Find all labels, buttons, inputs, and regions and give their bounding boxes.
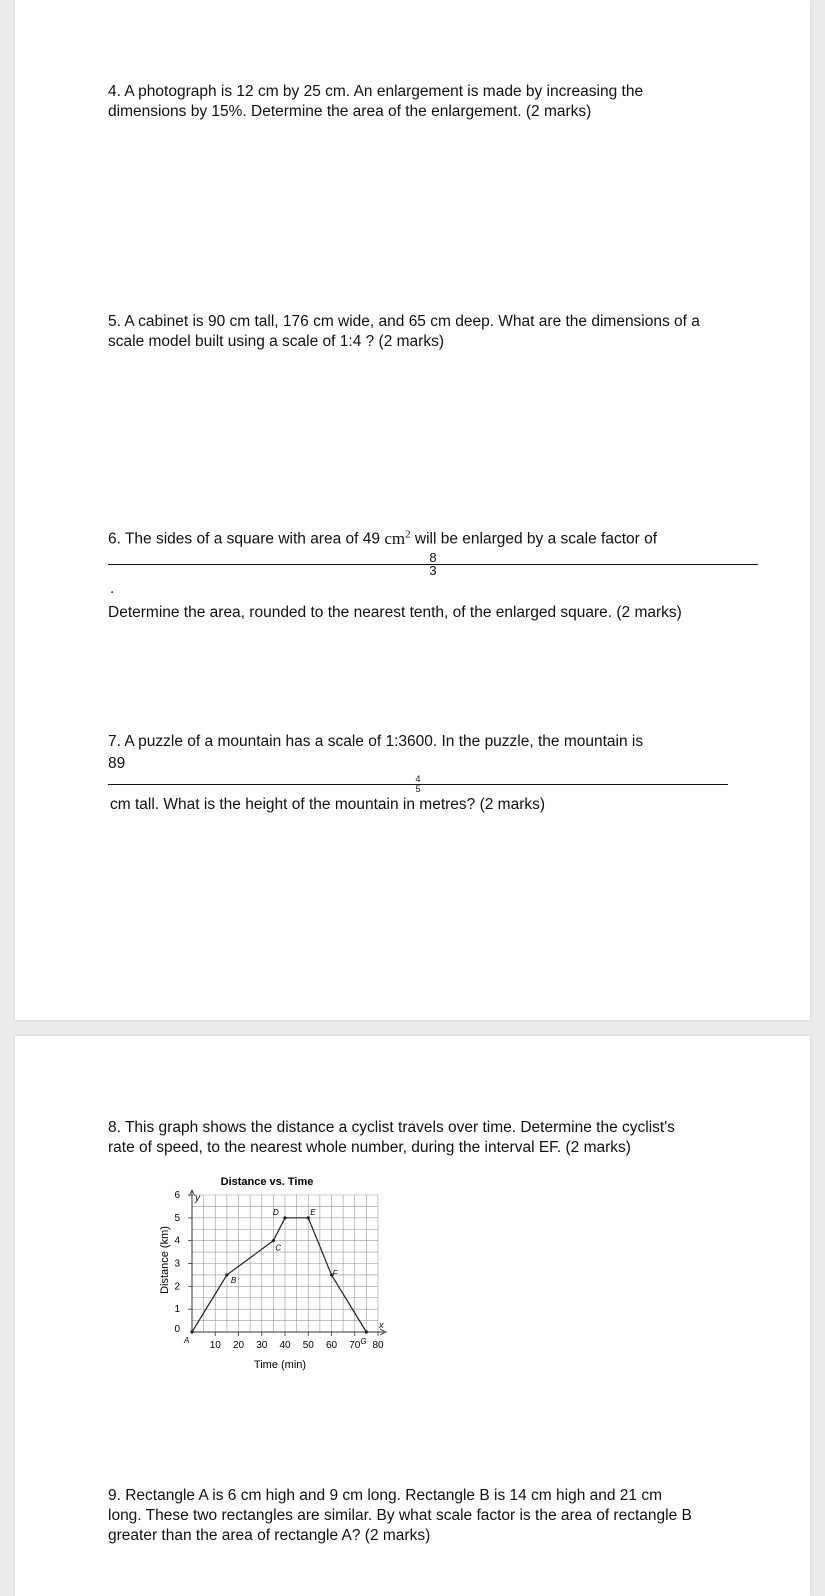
point-label-B: B bbox=[230, 1275, 237, 1285]
question-8-line-1: 8. This graph shows the distance a cyclist travels over time. Determine the cyclist's bbox=[108, 1119, 675, 1136]
worksheet-page-1 bbox=[15, 0, 810, 1020]
question-9-line-2: long. These two rectangles are similar. By what scale factor is the area of rectangle B bbox=[108, 1507, 692, 1524]
point-D bbox=[283, 1216, 286, 1219]
question-7-mixed-number: 89 4 5 bbox=[108, 755, 728, 813]
point-B bbox=[225, 1273, 228, 1276]
chart-grid bbox=[189, 1190, 386, 1335]
chart-title: Distance vs. Time bbox=[220, 1176, 314, 1188]
question-5-line-1: 5. A cabinet is 90 cm tall, 176 cm wide, and 65 cm deep. What are the dimensions of a bbox=[108, 313, 700, 330]
y-tick-label: 5 bbox=[174, 1212, 180, 1224]
question-6-line-2: Determine the area, rounded to the nearest tenth, of the enlarged square. (2 marks) bbox=[108, 603, 682, 621]
question-6-line-1a: 6. The sides of a square with area of 49 bbox=[108, 530, 380, 548]
y-tick-label: 6 bbox=[174, 1190, 180, 1201]
series-segment-AB bbox=[192, 1275, 227, 1332]
point-label-C: C bbox=[275, 1243, 282, 1253]
question-6-scale-factor: 8 3 bbox=[108, 552, 758, 577]
worksheet-page-2 bbox=[15, 1036, 810, 1596]
question-9-line-3: greater than the area of rectangle A? (2 marks) bbox=[108, 1527, 431, 1544]
question-4-line-1: 4. A photograph is 12 cm by 25 cm. An enlargement is made by increasing the bbox=[108, 83, 644, 100]
question-6-unit-exponent: 2 bbox=[405, 528, 411, 540]
question-6-line-1b: will be enlarged by a scale factor of bbox=[414, 530, 658, 548]
chart-ticks bbox=[174, 1190, 384, 1351]
y-tick-label: 3 bbox=[174, 1258, 180, 1270]
x-tick-label: 10 bbox=[209, 1340, 221, 1351]
question-7 bbox=[108, 731, 728, 816]
question-4 bbox=[108, 82, 728, 122]
question-7-line-2: cm tall. What is the height of the mountain in metres? (2 marks) bbox=[110, 796, 546, 814]
question-5-line-2: scale model built using a scale of 1:4 ? (2 marks) bbox=[108, 333, 444, 350]
question-5 bbox=[108, 312, 748, 352]
distance-time-chart bbox=[142, 1172, 392, 1372]
x-tick-label: 30 bbox=[256, 1340, 268, 1351]
y-tick-label: 1 bbox=[174, 1304, 180, 1316]
x-tick-label: 80 bbox=[372, 1340, 384, 1351]
point-label-F: F bbox=[332, 1268, 338, 1278]
y-tick-label: 2 bbox=[174, 1281, 180, 1293]
point-label-A: A bbox=[184, 1336, 190, 1345]
question-8-line-2: rate of speed, to the nearest whole number, during the interval EF. (2 marks) bbox=[108, 1139, 631, 1156]
question-4-line-2: dimensions by 15%. Determine the area of the enlargement. (2 marks) bbox=[108, 103, 592, 120]
x-axis-letter: x bbox=[379, 1320, 384, 1330]
question-9 bbox=[108, 1486, 748, 1546]
question-7-line-1: 7. A puzzle of a mountain has a scale of 1:3600. In the puzzle, the mountain is bbox=[108, 733, 644, 750]
point-G bbox=[365, 1330, 368, 1333]
series-segment-FG bbox=[332, 1275, 367, 1332]
x-tick-label: 20 bbox=[232, 1340, 245, 1351]
chart-x-axis-label: Time (min) bbox=[253, 1359, 307, 1371]
y-axis-letter: y bbox=[195, 1193, 200, 1204]
question-8 bbox=[108, 1118, 728, 1158]
x-tick-label: 40 bbox=[279, 1340, 291, 1351]
x-tick-label: 70 bbox=[349, 1340, 361, 1351]
point-label-D: D bbox=[273, 1207, 279, 1217]
chart-y-axis-label: Distance (km) bbox=[159, 1226, 171, 1294]
y-tick-label: 4 bbox=[174, 1235, 180, 1247]
question-6-period: . bbox=[110, 579, 115, 597]
point-label-G: G bbox=[360, 1337, 367, 1346]
point-A bbox=[190, 1330, 193, 1333]
question-9-line-1: 9. Rectangle A is 6 cm high and 9 cm long. Rectangle B is 14 cm high and 21 cm bbox=[108, 1487, 663, 1504]
x-tick-label: 50 bbox=[302, 1340, 314, 1351]
point-label-E: E bbox=[310, 1207, 316, 1217]
question-6-unit: $cm^2$ bbox=[384, 528, 411, 548]
point-C bbox=[272, 1239, 275, 1242]
y-tick-label: 0 bbox=[174, 1324, 180, 1335]
question-6 bbox=[108, 522, 758, 625]
x-tick-label: 60 bbox=[325, 1340, 338, 1351]
chart-point-labels bbox=[183, 1208, 367, 1346]
